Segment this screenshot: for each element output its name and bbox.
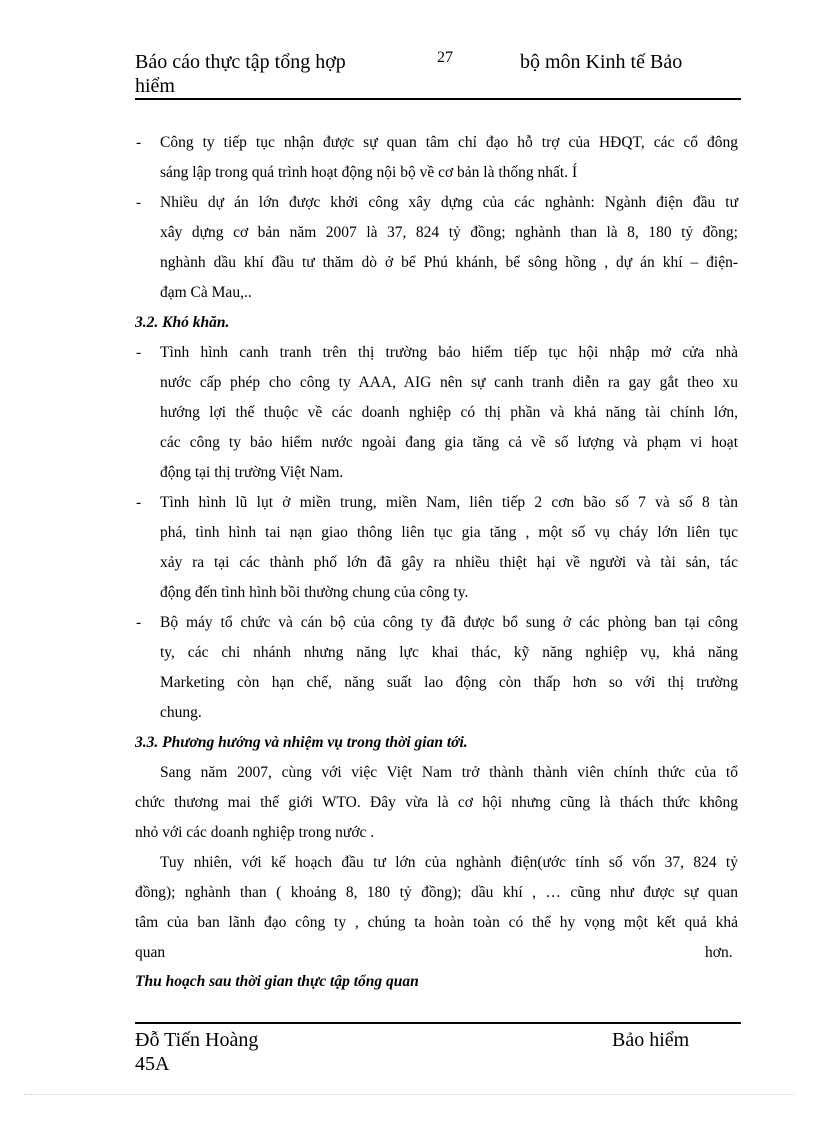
text-line: nước cấp phép cho công ty AAA, AIG nên sự canh tranh diễn ra gay gắt theo xu (160, 374, 738, 391)
text-line: quan (135, 944, 166, 961)
text-line: ty, các chi nhánh nhưng năng lực khai thác, kỹ năng nghiệp vụ, khả năng (160, 644, 738, 661)
section-heading-3-2: 3.2. Khó khăn. (135, 314, 230, 331)
text-line: Tình hình canh tranh trên thị trường bảo hiểm tiếp tục hội nhập mở cửa nhà (160, 344, 738, 361)
text-line: Tuy nhiên, với kế hoạch đầu tư lớn của nghành điện(ước tính số vốn 37, 824 tỷ (160, 854, 738, 871)
header-title-continued: hiểm (135, 75, 175, 97)
text-line: Nhiều dự án lớn được khởi công xây dựng của các nghành: Ngành điện đầu tư (160, 194, 738, 211)
text-line: đồng); nghành than ( khoảng 8, 180 tỷ đồng); dầu khí , … cũng như được sự quan (135, 884, 738, 901)
text-line: Sang năm 2007, cùng với việc Việt Nam trở thành thành viên chính thức của tổ (160, 764, 738, 781)
footer-department: Bảo hiểm (612, 1029, 690, 1051)
closing-title: Thu hoạch sau thời gian thực tập tổng quan (135, 973, 419, 990)
text-line: hướng lợi thế thuộc về các doanh nghiệp có thị phần và khả năng tài chính lớn, (160, 404, 738, 421)
text-line: các công ty bảo hiểm nước ngoài đang gia tăng cả về số lượng và phạm vi hoạt (160, 434, 738, 451)
bullet-dash: - (136, 344, 142, 361)
section-heading-3-3: 3.3. Phương hướng và nhiệm vụ trong thời gian tới. (135, 734, 468, 751)
text-line: xảy ra tại các thành phố lớn đã gây ra nhiều thiệt hại về người và tài sản, tác (160, 554, 738, 571)
text-line: Bộ máy tổ chức và cán bộ của công ty đã được bổ sung ở các phòng ban tại công (160, 614, 738, 631)
text-line: chung. (160, 704, 202, 721)
header-title: Báo cáo thực tập tổng hợp (135, 51, 346, 73)
text-line: đạm Cà Mau,.. (160, 284, 252, 301)
text-line: tâm của ban lãnh đạo công ty , chúng ta hoàn toàn có thể hy vọng một kết quả khả (135, 914, 738, 931)
text-line: động tại thị trường Việt Nam. (160, 464, 344, 481)
text-line: xây dựng cơ bản năm 2007 là 37, 824 tỷ đồng; nghành than là 8, 180 tỷ đồng; (160, 224, 738, 241)
bullet-dash: - (136, 194, 142, 211)
text-line: nghành dầu khí đầu tư thăm dò ở bể Phú khánh, bể sông hồng , dự án khí – điện- (160, 254, 738, 271)
text-line: sáng lập trong quá trình hoạt động nội bộ về cơ bản là thống nhất. Í (160, 164, 578, 181)
header-department: bộ môn Kinh tế Bảo (520, 51, 683, 73)
text-line: chức thương mai thế giới WTO. Đây vừa là cơ hội nhưng cũng là thách thức không (135, 794, 738, 811)
footer-author: Đỗ Tiến Hoàng (135, 1029, 259, 1051)
text-line: phá, tình hình tai nạn giao thông liên tục gia tăng , một số vụ cháy lớn liên tục (160, 524, 738, 541)
text-line: hơn. (705, 944, 733, 961)
bullet-dash: - (136, 134, 142, 151)
header-rule (135, 98, 741, 100)
text-line: Tình hình lũ lụt ở miền trung, miền Nam, liên tiếp 2 cơn bão số 7 và số 8 tàn (160, 494, 738, 511)
text-line: Công ty tiếp tục nhận được sự quan tâm chỉ đạo hỗ trợ của HĐQT, các cổ đông (160, 134, 738, 151)
page-number: 27 (437, 49, 453, 66)
page-boundary-divider (24, 1094, 794, 1095)
text-line: nhỏ với các doanh nghiệp trong nước . (135, 824, 375, 841)
text-line: Marketing còn hạn chế, năng suất lao động còn thấp hơn so với thị trường (160, 674, 738, 691)
bullet-dash: - (136, 614, 142, 631)
footer-rule (135, 1022, 741, 1024)
bullet-dash: - (136, 494, 142, 511)
text-line: động đến tình hình bồi thường chung của công ty. (160, 584, 469, 601)
footer-class: 45A (135, 1053, 170, 1075)
